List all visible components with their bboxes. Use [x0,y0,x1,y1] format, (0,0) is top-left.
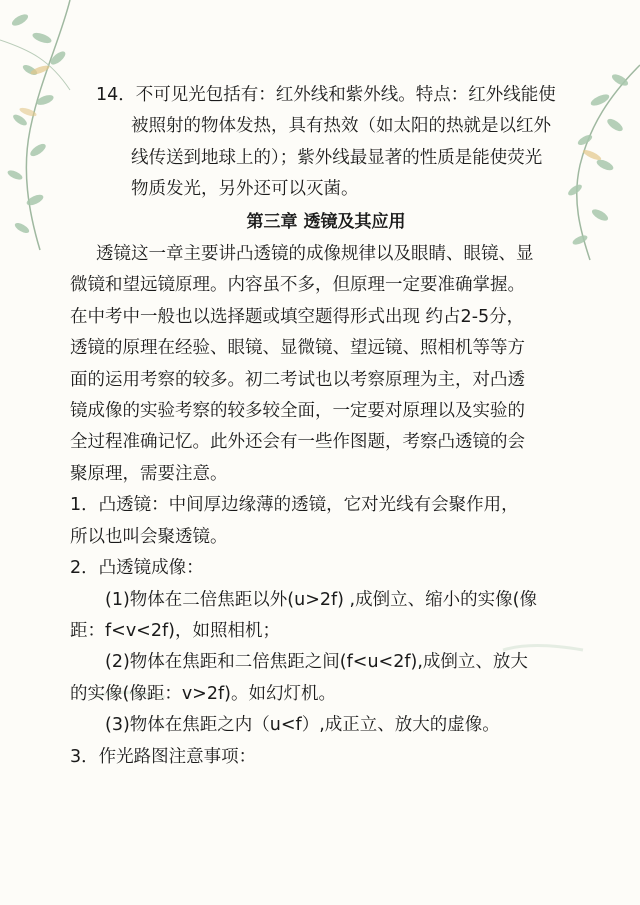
paragraph-line: 透镜的原理在经验、眼镜、显微镜、望远镜、照相机等等方 [70,338,525,359]
document-body [70,80,556,773]
section-14 [96,80,556,206]
list-item: 3．作光路图注意事项： [70,746,257,767]
paragraph-line: 被照射的物体发热，具有热效（如太阳的热就是以红外 [131,116,551,137]
list-item: 2．凸透镜成像： [70,558,204,579]
sub-item: (1)物体在二倍焦距以外(u>2f) ,成倒立、缩小的实像(像 [105,589,537,610]
leaf-branch-icon [0,0,110,260]
paragraph-line: 面的运用考察的较多。初二考试也以考察原理为主，对凸透 [70,369,525,390]
paragraph-line: 镜成像的实验考察的较多较全面，一定要对原理以及实验的 [70,401,525,422]
sub-item-continuation: 距：f<v<2f)，如照相机； [70,620,280,641]
paragraph-line: 全过程准确记忆。此外还会有一些作图题，考察凸透镜的会 [70,432,525,453]
paragraph-line: 微镜和望远镜原理。内容虽不多，但原理一定要准确掌握。 [70,275,525,296]
paragraph-line: 透镜这一章主要讲凸透镜的成像规律以及眼睛、眼镜、显 [96,244,534,265]
chapter-title: 第三章 透镜及其应用 [246,211,406,232]
sub-item-continuation: 的实像(像距：v>2f)。如幻灯机。 [70,683,336,704]
paragraph-line: 物质发光，另外还可以灭菌。 [131,179,359,200]
list-item-continuation: 所以也叫会聚透镜。 [70,526,228,547]
paragraph-line: 14．不可见光包括有：红外线和紫外线。特点：红外线能使 [96,85,556,105]
paragraph-line: 在中考中一般也以选择题或填空题得形式出现 约占2-5分， [70,306,525,327]
sub-item: (2)物体在焦距和二倍焦距之间(f<u<2f),成倒立、放大 [105,652,528,673]
list-item: 1．凸透镜：中间厚边缘薄的透镜，它对光线有会聚作用， [70,495,519,516]
paragraph-line: 线传送到地球上的）；紫外线最显著的性质是能使荧光 [131,147,543,168]
paragraph-line: 聚原理，需要注意。 [70,463,228,484]
intro-paragraph [70,239,556,773]
sub-item: (3)物体在焦距之内（u<f）,成正立、放大的虚像。 [105,715,500,736]
